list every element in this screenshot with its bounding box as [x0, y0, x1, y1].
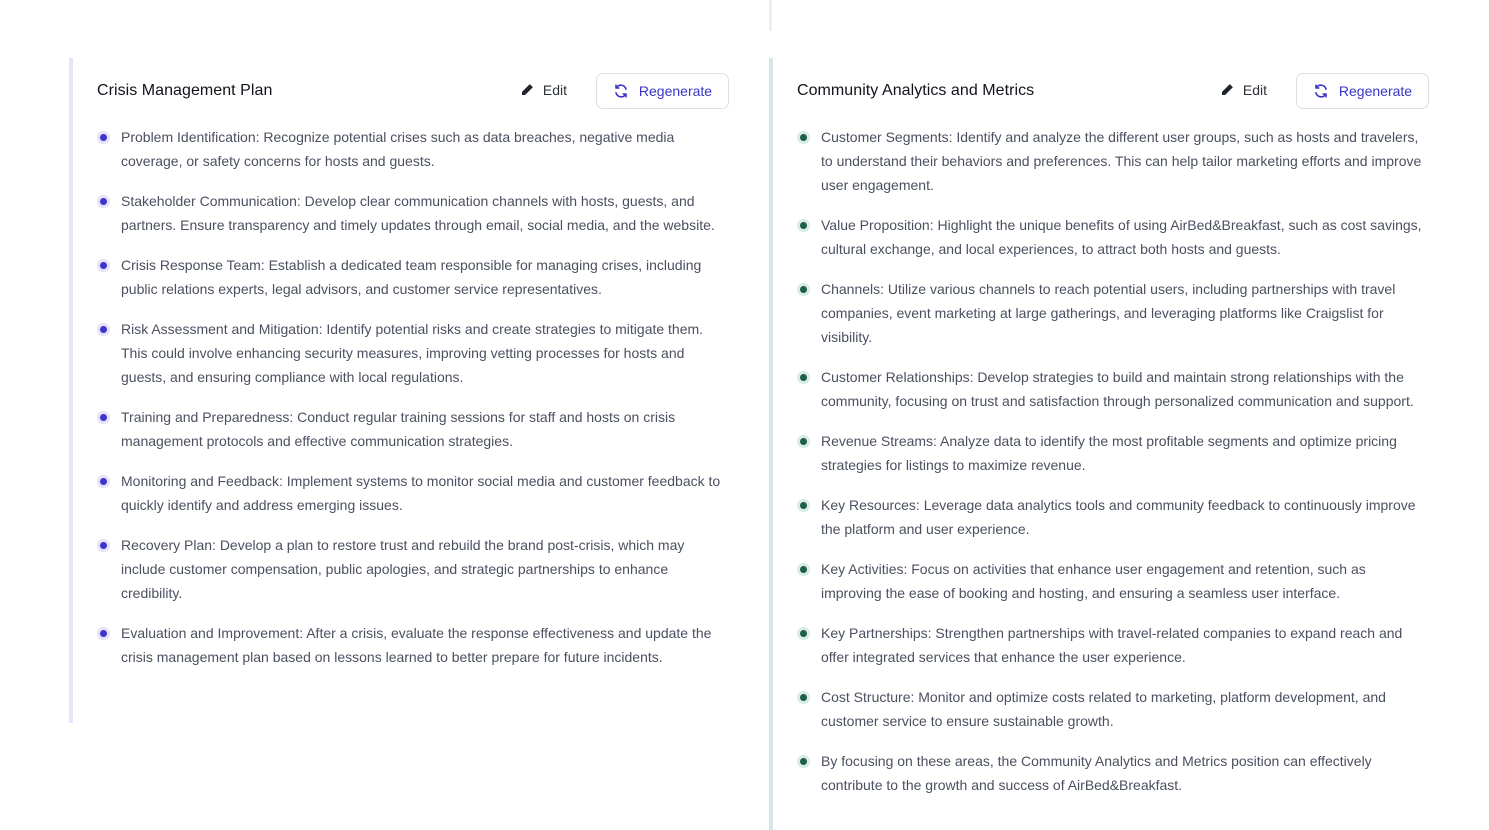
- bullet-dot-icon: [797, 131, 810, 144]
- list-item-text: Stakeholder Communication: Develop clear communication channels with hosts, guests, and partners. Ensure transparency and timely updates through email, social media, and the website.: [121, 193, 715, 233]
- edit-button[interactable]: [516, 73, 571, 107]
- list-item-text: Channels: Utilize various channels to reach potential users, including partnerships with travel companies, event marketing at large gatherings, and leveraging platforms like Craigslist for visibility.: [821, 281, 1396, 345]
- bullet-dot-icon: [797, 219, 810, 232]
- list-item: [97, 189, 729, 237]
- refresh-icon: [1313, 83, 1329, 99]
- bullet-dot-icon: [797, 435, 810, 448]
- card-header: [797, 73, 1429, 109]
- bullet-dot-icon: [797, 627, 810, 640]
- list-item: [97, 125, 729, 173]
- list-item-text: Monitoring and Feedback: Implement systems to monitor social media and customer feedback to quickly identify and address emerging issues.: [121, 473, 721, 513]
- community-analytics-card: [769, 58, 1441, 830]
- list-item-text: Recovery Plan: Develop a plan to restore trust and rebuild the brand post-crisis, which may include customer compensation, public apologies, and strategic partnerships to enhance credibility.: [121, 537, 685, 601]
- crisis-plan-list: [97, 125, 729, 685]
- edit-button[interactable]: [1216, 73, 1271, 107]
- regenerate-label: Regenerate: [1338, 83, 1413, 99]
- list-item: [97, 253, 729, 301]
- list-item-text: Cost Structure: Monitor and optimize costs related to marketing, platform development, and customer service to ensure sustainable growth.: [821, 689, 1386, 729]
- regenerate-label: Regenerate: [638, 83, 713, 99]
- bullet-dot-icon: [97, 259, 110, 272]
- bullet-dot-icon: [97, 627, 110, 640]
- bullet-dot-icon: [797, 563, 810, 576]
- bullet-dot-icon: [797, 283, 810, 296]
- list-item: [97, 621, 729, 669]
- card-title: Crisis Management Plan: [97, 82, 273, 99]
- list-item-text: Value Proposition: Highlight the unique benefits of using AirBed&Breakfast, such as cost savings, cultural exchange, and local experiences, to attract both hosts and guests.: [821, 217, 1422, 257]
- list-item: [797, 557, 1429, 605]
- list-item-text: Customer Segments: Identify and analyze the different user groups, such as hosts and travelers, to understand their behaviors and preferences. This can help tailor marketing efforts and improve user engagement.: [821, 129, 1422, 193]
- bullet-dot-icon: [797, 691, 810, 704]
- bullet-dot-icon: [97, 411, 110, 424]
- regenerate-button[interactable]: [596, 73, 729, 109]
- bullet-dot-icon: [97, 131, 110, 144]
- list-item: [97, 405, 729, 453]
- regenerate-button[interactable]: [1296, 73, 1429, 109]
- list-item: [797, 493, 1429, 541]
- list-item: [797, 125, 1429, 197]
- list-item-text: Key Partnerships: Strengthen partnerships with travel-related companies to expand reach and offer integrated services that enhance the user experience.: [821, 625, 1403, 665]
- pencil-icon: [1220, 83, 1234, 97]
- list-item: [797, 213, 1429, 261]
- bullet-dot-icon: [97, 475, 110, 488]
- crisis-management-plan-card: [69, 58, 741, 723]
- card-title: Community Analytics and Metrics: [797, 82, 1035, 99]
- list-item: [797, 749, 1429, 797]
- list-item: [97, 469, 729, 517]
- list-item: [797, 429, 1429, 477]
- list-item: [97, 317, 729, 389]
- bullet-dot-icon: [797, 371, 810, 384]
- card-header: [97, 73, 729, 109]
- list-item-text: Risk Assessment and Mitigation: Identify potential risks and create strategies to mitigate them. This could involve enhancing security measures, improving vetting processes for hosts and guests, and ensuring compliance with local regulations.: [121, 321, 704, 385]
- list-item-text: Key Activities: Focus on activities that enhance user engagement and retention, such as improving the ease of booking and hosting, and ensuring a seamless user interface.: [821, 561, 1366, 601]
- list-item: [797, 685, 1429, 733]
- list-item-text: Revenue Streams: Analyze data to identify the most profitable segments and optimize pricing strategies for listings to maximize revenue.: [821, 433, 1397, 473]
- bullet-dot-icon: [797, 499, 810, 512]
- bullet-dot-icon: [97, 323, 110, 336]
- pencil-icon: [520, 83, 534, 97]
- list-item-text: Evaluation and Improvement: After a crisis, evaluate the response effectiveness and update the crisis management plan based on lessons learned to better prepare for future incidents.: [121, 625, 712, 665]
- list-item-text: By focusing on these areas, the Community Analytics and Metrics position can effectively contribute to the growth and success of AirBed&Breakfast.: [821, 753, 1372, 793]
- list-item-text: Customer Relationships: Develop strategies to build and maintain strong relationships with the community, focusing on trust and satisfaction through personalized communication and support.: [821, 369, 1414, 409]
- refresh-icon: [613, 83, 629, 99]
- bullet-dot-icon: [97, 539, 110, 552]
- list-item: [797, 621, 1429, 669]
- top-divider: [769, 0, 772, 31]
- edit-label: Edit: [542, 82, 567, 98]
- list-item-text: Key Resources: Leverage data analytics tools and community feedback to continuously improve the platform and user experience.: [821, 497, 1416, 537]
- list-item: [797, 365, 1429, 413]
- list-item-text: Problem Identification: Recognize potential crises such as data breaches, negative media coverage, or safety concerns for hosts and guests.: [121, 129, 675, 169]
- bullet-dot-icon: [797, 755, 810, 768]
- analytics-list: [797, 125, 1429, 813]
- edit-label: Edit: [1242, 82, 1267, 98]
- list-item: [97, 533, 729, 605]
- bullet-dot-icon: [97, 195, 110, 208]
- list-item: [797, 277, 1429, 349]
- list-item-text: Crisis Response Team: Establish a dedicated team responsible for managing crises, including public relations experts, legal advisors, and customer service representatives.: [121, 257, 702, 297]
- list-item-text: Training and Preparedness: Conduct regular training sessions for staff and hosts on crisis management protocols and effective communication strategies.: [121, 409, 676, 449]
